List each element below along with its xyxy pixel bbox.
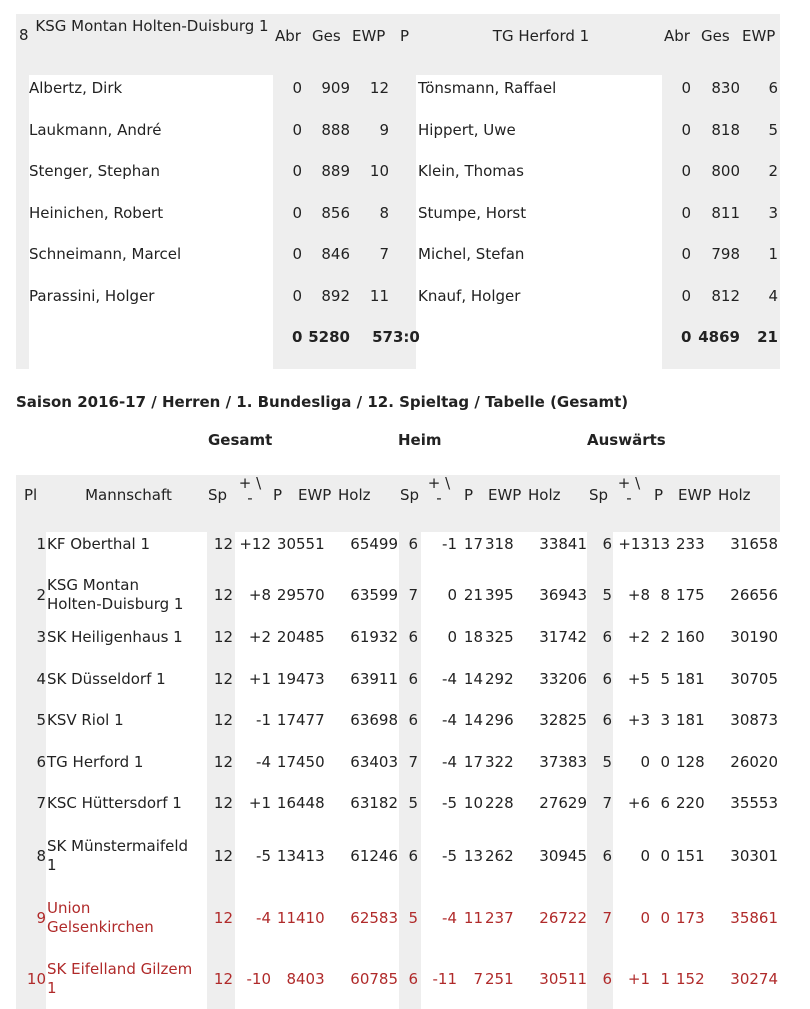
- head-heim-plusminus: + \ -: [427, 474, 451, 507]
- away-player-abr: 0: [681, 79, 691, 97]
- aus-cell: 0: [640, 847, 650, 865]
- season-title: Saison 2016-17 / Herren / 1. Bundesliga / 12. Spieltag / Tabelle (Gesamt): [16, 393, 629, 411]
- heim-cell: 36943: [539, 586, 587, 604]
- aus-cell: +3: [627, 711, 650, 729]
- rank-cell: 4: [36, 670, 46, 688]
- team-name: Holten-Duisburg 1: [47, 595, 184, 613]
- heim-cell: 228: [485, 794, 514, 812]
- aus-cell: +5: [627, 670, 650, 688]
- head-aus-holz: Holz: [718, 486, 751, 504]
- team-name: Union: [47, 899, 91, 917]
- gesamt-cell: 16: [276, 794, 296, 812]
- rank-cell: 6: [36, 753, 46, 771]
- away-player-name: Stumpe, Horst: [418, 203, 527, 222]
- gesamt-cell: -4: [256, 753, 271, 771]
- home-player-name: Parassini, Holger: [29, 287, 155, 305]
- heim-cell: 32825: [539, 711, 587, 729]
- away-player-abr: 0: [681, 120, 691, 139]
- aus-cell: 35553: [730, 794, 778, 812]
- aus-cell: 175: [676, 586, 705, 604]
- gesamt-cell: 63698: [350, 711, 398, 729]
- gesamt-cell: 11: [276, 909, 296, 927]
- aus-cell: 1: [660, 970, 670, 988]
- head-mannschaft: Mannschaft: [85, 486, 172, 504]
- heim-cell: 0: [447, 586, 457, 604]
- home-player-abr: 0: [292, 287, 302, 305]
- aus-cell: 5: [602, 586, 612, 604]
- home-player-ewp: 12: [369, 79, 389, 97]
- gesamt-cell: 477: [296, 711, 325, 729]
- heim-cell: 17: [463, 535, 483, 553]
- gesamt-cell: 62583: [350, 909, 398, 927]
- head-heim-ewp: EWP: [488, 486, 522, 504]
- aus-cell: 6: [660, 794, 670, 812]
- away-player-name: Klein, Thomas: [418, 162, 524, 181]
- home-player-abr: 0: [292, 79, 302, 97]
- team-name: Gelsenkirchen: [47, 918, 154, 936]
- rank-cell: 9: [36, 909, 46, 927]
- gesamt-cell: 410: [296, 909, 325, 927]
- heim-cell: 21: [463, 586, 483, 604]
- heim-cell: 7: [473, 970, 483, 988]
- home-player-abr: 0: [292, 120, 302, 139]
- heim-cell: 395: [485, 586, 514, 604]
- away-player-ges: 818: [711, 120, 740, 139]
- gesamt-cell: 65499: [350, 535, 398, 553]
- team-name: KF Oberthal 1: [47, 535, 151, 553]
- aus-cell: 6: [602, 847, 612, 865]
- heim-cell: 7: [408, 586, 418, 604]
- away-player-ewp: 6: [768, 79, 778, 97]
- heim-cell: 30945: [539, 847, 587, 865]
- home-total-abr: 0: [292, 328, 303, 346]
- gesamt-cell: 12: [213, 711, 233, 729]
- gesamt-cell: 17: [276, 711, 296, 729]
- team-name: KSG Montan: [47, 576, 139, 594]
- col-abr: Abr: [275, 27, 301, 45]
- away-player-ewp: 2: [768, 162, 778, 181]
- away-player-ewp: 4: [768, 287, 778, 305]
- heim-cell: 10: [463, 794, 483, 812]
- gesamt-cell: 63599: [350, 586, 398, 604]
- away-player-ges: 798: [711, 245, 740, 264]
- aus-cell: +2: [627, 628, 650, 646]
- heim-cell: 6: [408, 970, 418, 988]
- head-aus-sp: Sp: [589, 486, 609, 504]
- head-aus-plusminus: + \ -: [617, 474, 641, 507]
- home-player-ewp: 9: [379, 120, 389, 139]
- heim-cell: 37383: [539, 753, 587, 771]
- aus-cell: 128: [676, 753, 705, 771]
- gesamt-cell: +1: [248, 670, 271, 688]
- heim-cell: 30511: [539, 970, 587, 988]
- gesamt-cell: 17: [276, 753, 296, 771]
- gesamt-cell: 20: [276, 628, 296, 646]
- aus-cell: 6: [602, 670, 612, 688]
- aus-cell: 151: [676, 847, 705, 865]
- rank-column-shade: [16, 75, 29, 369]
- aus-cell: 0: [640, 909, 650, 927]
- head-gesamt-p: P: [273, 486, 283, 504]
- home-player-abr: 0: [292, 245, 302, 264]
- heim-cell: 292: [485, 670, 514, 688]
- aus-cell: 30705: [730, 670, 778, 688]
- team-name: KSV Riol 1: [47, 711, 124, 729]
- team-name: TG Herford 1: [47, 753, 144, 771]
- group-gesamt: Gesamt: [208, 431, 273, 449]
- home-player-ges: 892: [321, 287, 350, 305]
- away-stats-column-shade: [662, 75, 780, 369]
- heim-cell: -11: [432, 970, 457, 988]
- heim-cell: -1: [442, 535, 457, 553]
- home-player-ges: 889: [321, 162, 350, 181]
- gesamt-cell: 12: [213, 628, 233, 646]
- heim-cell: 7: [408, 753, 418, 771]
- heim-cell: -5: [442, 847, 457, 865]
- gesamt-cell: +12: [239, 535, 271, 553]
- gesamt-cell: 551: [296, 535, 325, 553]
- col-ewp: EWP: [352, 27, 386, 45]
- heim-cell: 6: [408, 847, 418, 865]
- aus-cell: 35861: [730, 909, 778, 927]
- aus-cell: 2: [660, 628, 670, 646]
- gesamt-cell: 12: [213, 847, 233, 865]
- gesamt-cell: 30: [276, 535, 296, 553]
- home-rank: 8: [19, 26, 29, 44]
- aus-cell: 0: [660, 909, 670, 927]
- head-heim-sp: Sp: [400, 486, 420, 504]
- col-ges-away: Ges: [701, 27, 730, 45]
- heim-cell: 237: [485, 909, 514, 927]
- gesamt-cell: 12: [213, 670, 233, 688]
- aus-cell: +8: [627, 586, 650, 604]
- home-player-name: Heinichen, Robert: [29, 203, 164, 222]
- home-player-abr: 0: [292, 203, 302, 222]
- gesamt-cell: -4: [256, 909, 271, 927]
- gesamt-cell: 61246: [350, 847, 398, 865]
- gesamt-cell: -1: [256, 711, 271, 729]
- away-player-name: Knauf, Holger: [418, 287, 521, 305]
- rank-cell: 5: [36, 711, 46, 729]
- heim-cell: -5: [442, 794, 457, 812]
- head-gesamt-plusminus: + \ -: [238, 474, 262, 507]
- heim-cell: -4: [442, 753, 457, 771]
- gesamt-cell: 450: [296, 753, 325, 771]
- away-player-ewp: 5: [768, 120, 778, 139]
- away-total-ges: 4869: [698, 328, 740, 346]
- team-name: SK Heiligenhaus 1: [47, 628, 183, 646]
- home-player-name: Laukmann, André: [29, 120, 162, 139]
- heim-cell: 27629: [539, 794, 587, 812]
- head-gesamt-holz: Holz: [338, 486, 371, 504]
- aus-cell: 8: [660, 586, 670, 604]
- heim-cell: 33206: [539, 670, 587, 688]
- away-player-ewp: 1: [768, 245, 778, 264]
- home-player-name: Stenger, Stephan: [29, 162, 160, 181]
- away-player-ewp: 3: [768, 203, 778, 222]
- aus-cell: 30274: [730, 970, 778, 988]
- away-player-name: Michel, Stefan: [418, 245, 525, 264]
- aus-cell: 30301: [730, 847, 778, 865]
- heim-cell: 6: [408, 711, 418, 729]
- aus-cell: 30190: [730, 628, 778, 646]
- home-player-abr: 0: [292, 162, 302, 181]
- gesamt-cell: 485: [296, 628, 325, 646]
- aus-cell: 31658: [730, 535, 778, 553]
- aus-cell: 6: [602, 711, 612, 729]
- away-player-ges: 811: [711, 203, 740, 222]
- home-total-ewp: 57: [372, 328, 393, 346]
- rank-cell: 2: [36, 586, 46, 604]
- col-p: P: [400, 27, 410, 45]
- heim-cell: 318: [485, 535, 514, 553]
- home-player-name: Schneimann, Marcel: [29, 245, 182, 264]
- gesamt-cell: 473: [296, 670, 325, 688]
- team-name: SK Düsseldorf 1: [47, 670, 166, 688]
- team-name: 1: [47, 856, 57, 874]
- aus-cell: 181: [676, 670, 705, 688]
- team-name: SK Eifelland Gilzem: [47, 960, 193, 978]
- rank-cell: 3: [36, 628, 46, 646]
- gesamt-cell: -10: [246, 970, 271, 988]
- away-total-ewp: 21: [757, 328, 778, 346]
- home-player-ges: 888: [321, 120, 350, 139]
- heim-cell: -4: [442, 670, 457, 688]
- gesamt-cell: 448: [296, 794, 325, 812]
- away-player-abr: 0: [681, 203, 691, 222]
- gesamt-cell: 12: [213, 586, 233, 604]
- home-player-ges: 856: [321, 203, 350, 222]
- gesamt-cell: 12: [213, 535, 233, 553]
- gesamt-cell: 12: [213, 970, 233, 988]
- away-player-name: Hippert, Uwe: [418, 120, 516, 139]
- head-aus-p: P: [654, 486, 664, 504]
- gesamt-cell: +8: [248, 586, 271, 604]
- gesamt-cell: +2: [248, 628, 271, 646]
- heim-cell: 18: [463, 628, 483, 646]
- heim-cell: 11: [463, 909, 483, 927]
- heim-cell: 5: [408, 909, 418, 927]
- heim-cell: 6: [408, 670, 418, 688]
- heim-cell: 322: [485, 753, 514, 771]
- head-pl: Pl: [24, 486, 38, 504]
- heim-cell: 251: [485, 970, 514, 988]
- aus-cell: 0: [660, 847, 670, 865]
- heim-cell: 26722: [539, 909, 587, 927]
- aus-cell: 5: [660, 670, 670, 688]
- aus-cell: 152: [676, 970, 705, 988]
- aus-cell: 160: [676, 628, 705, 646]
- heim-cell: 31742: [539, 628, 587, 646]
- aus-cell: 30873: [730, 711, 778, 729]
- heim-cell: 13: [463, 847, 483, 865]
- heim-cell: -4: [442, 909, 457, 927]
- col-abr-away: Abr: [664, 27, 690, 45]
- aus-cell: 6: [602, 970, 612, 988]
- aus-cell: +13: [618, 535, 650, 553]
- gesamt-cell: 12: [213, 909, 233, 927]
- aus-cell: 233: [676, 535, 705, 553]
- gesamt-cell: -5: [256, 847, 271, 865]
- heim-cell: 5: [408, 794, 418, 812]
- gesamt-cell: 12: [213, 794, 233, 812]
- aus-cell: +6: [627, 794, 650, 812]
- home-player-name: Albertz, Dirk: [29, 79, 123, 97]
- head-heim-holz: Holz: [528, 486, 561, 504]
- rank-cell: 7: [36, 794, 46, 812]
- gesamt-cell: 12: [213, 753, 233, 771]
- rank-cell: 1: [36, 535, 46, 553]
- gesamt-cell: 13: [276, 847, 296, 865]
- aus-cell: 0: [640, 753, 650, 771]
- heim-cell: 6: [408, 628, 418, 646]
- rank-cell: 8: [36, 847, 46, 865]
- aus-cell: 13: [650, 535, 670, 553]
- home-player-ewp: 11: [369, 287, 389, 305]
- heim-cell: 14: [463, 670, 483, 688]
- gesamt-cell: +1: [248, 794, 271, 812]
- gesamt-cell: 63403: [350, 753, 398, 771]
- away-player-name: Tönsmann, Raffael: [418, 79, 557, 97]
- away-team-name: TG Herford 1: [492, 27, 590, 45]
- home-team-name: KSG Montan Holten-Duisburg 1: [35, 17, 269, 35]
- group-auswaerts: Auswärts: [587, 431, 666, 449]
- team-name: KSC Hüttersdorf 1: [47, 794, 182, 812]
- gesamt-cell: 29: [276, 586, 296, 604]
- aus-cell: 26020: [730, 753, 778, 771]
- home-total-points: 3:0: [393, 328, 420, 346]
- gesamt-cell: 403: [296, 970, 325, 988]
- team-name: SK Münstermaifeld: [47, 837, 189, 855]
- away-player-abr: 0: [681, 287, 691, 305]
- col-ges: Ges: [312, 27, 341, 45]
- gesamt-cell: 8: [286, 970, 296, 988]
- aus-cell: 5: [602, 753, 612, 771]
- aus-cell: 220: [676, 794, 705, 812]
- col-ewp-away: EWP: [742, 27, 776, 45]
- head-aus-ewp: EWP: [678, 486, 712, 504]
- heim-cell: 33841: [539, 535, 587, 553]
- away-player-abr: 0: [681, 245, 691, 264]
- team-name: 1: [47, 979, 57, 997]
- heim-cell: 17: [463, 753, 483, 771]
- aus-cell: 0: [660, 753, 670, 771]
- home-player-ewp: 8: [379, 203, 389, 222]
- home-player-ewp: 7: [379, 245, 389, 264]
- away-total-abr: 0: [681, 328, 692, 346]
- head-gesamt-ewp: EWP: [298, 486, 332, 504]
- heim-cell: 262: [485, 847, 514, 865]
- gesamt-cell: 413: [296, 847, 325, 865]
- head-gesamt-sp: Sp: [208, 486, 228, 504]
- home-total-ges: 5280: [308, 328, 350, 346]
- gesamt-cell: 19: [276, 670, 296, 688]
- gesamt-cell: 570: [296, 586, 325, 604]
- aus-cell: 6: [602, 628, 612, 646]
- away-player-ges: 812: [711, 287, 740, 305]
- aus-cell: 7: [602, 794, 612, 812]
- heim-cell: 0: [447, 628, 457, 646]
- aus-cell: 26656: [730, 586, 778, 604]
- away-player-ges: 800: [711, 162, 740, 181]
- aus-cell: +1: [627, 970, 650, 988]
- home-stats-column-shade: [273, 75, 416, 369]
- aus-cell: 6: [602, 535, 612, 553]
- heim-cell: 14: [463, 711, 483, 729]
- aus-cell: 181: [676, 711, 705, 729]
- home-player-ges: 846: [321, 245, 350, 264]
- aus-cell: 3: [660, 711, 670, 729]
- away-player-ges: 830: [711, 79, 740, 97]
- rank-cell: 10: [26, 970, 46, 988]
- head-heim-p: P: [464, 486, 474, 504]
- heim-cell: 6: [408, 535, 418, 553]
- heim-cell: 325: [485, 628, 514, 646]
- home-player-ewp: 10: [369, 162, 389, 181]
- gesamt-cell: 63911: [350, 670, 398, 688]
- heim-cell: 296: [485, 711, 514, 729]
- away-player-abr: 0: [681, 162, 691, 181]
- aus-cell: 7: [602, 909, 612, 927]
- aus-cell: 173: [676, 909, 705, 927]
- gesamt-cell: 63182: [350, 794, 398, 812]
- match-table: [16, 14, 780, 369]
- home-player-ges: 909: [321, 79, 350, 97]
- group-heim: Heim: [398, 431, 442, 449]
- heim-cell: -4: [442, 711, 457, 729]
- gesamt-cell: 60785: [350, 970, 398, 988]
- gesamt-cell: 61932: [350, 628, 398, 646]
- standings-table: [16, 425, 780, 1009]
